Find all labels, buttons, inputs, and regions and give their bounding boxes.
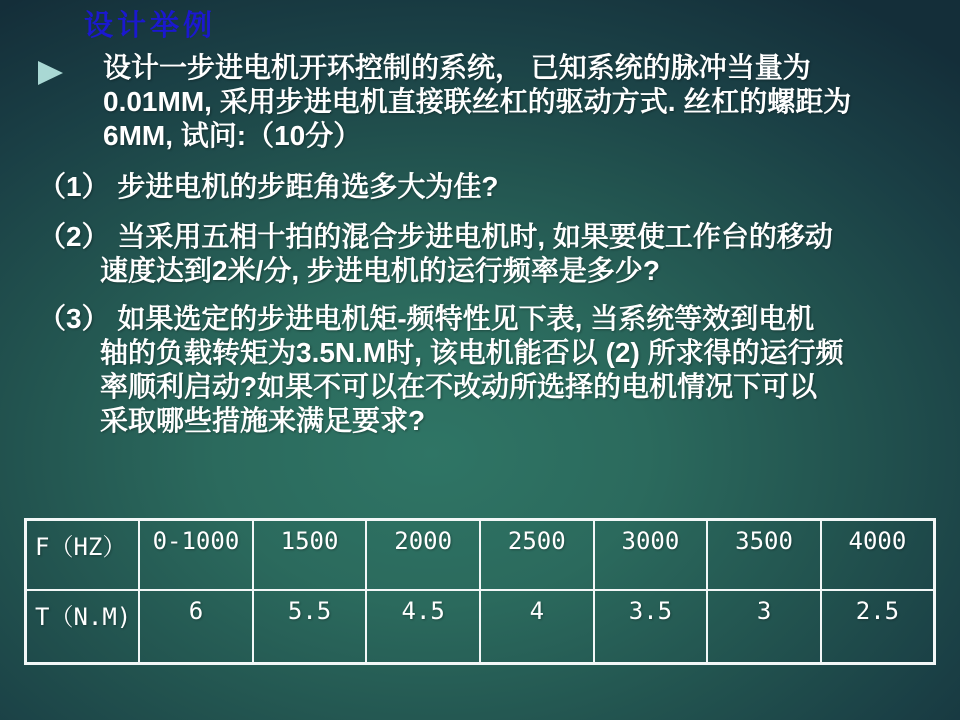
table-cell: 3.5: [594, 590, 708, 664]
table-cell: 1500: [253, 520, 367, 591]
question-2-line-1: （2） 当采用五相十拍的混合步进电机时, 如果要使工作台的移动: [38, 221, 833, 252]
table-cell-torque-label: T（N.M): [26, 590, 140, 664]
question-3-line-4: 采取哪些措施来满足要求?: [100, 405, 426, 436]
question-3: [38, 302, 844, 438]
table-cell-frequency-label: F（HZ）: [26, 520, 140, 591]
table-cell: 4.5: [366, 590, 480, 664]
question-3-line-1: （3） 如果选定的步进电机矩-频特性见下表, 当系统等效到电机: [38, 303, 815, 334]
table-cell: 3: [707, 590, 821, 664]
table-cell: 4000: [821, 520, 935, 591]
question-3-line-3: 率顺利启动?如果不可以在不改动所选择的电机情况下可以: [100, 371, 818, 402]
question-1-line-1: （1） 步进电机的步距角选多大为佳?: [38, 171, 499, 202]
intro-line-2: 0.01MM, 采用步进电机直接联丝杠的驱动方式. 丝杠的螺距为: [103, 86, 852, 117]
table-cell: 4: [480, 590, 594, 664]
table-cell: 3500: [707, 520, 821, 591]
table-cell: 0-1000: [139, 520, 253, 591]
table-cell: 3000: [594, 520, 708, 591]
table-row-torque: [26, 590, 935, 664]
table-cell: 2000: [366, 520, 480, 591]
table-cell: 6: [139, 590, 253, 664]
table-cell: 2.5: [821, 590, 935, 664]
question-2-line-2: 速度达到2米/分, 步进电机的运行频率是多少?: [100, 255, 661, 286]
question-3-line-2: 轴的负载转矩为3.5N.M时, 该电机能否以 (2) 所求得的运行频: [100, 337, 844, 368]
intro-paragraph: [103, 51, 851, 153]
question-2: [38, 220, 833, 288]
slide-title: 设计举例: [84, 10, 217, 42]
table-row-frequency: [26, 520, 935, 591]
table-cell: 2500: [480, 520, 594, 591]
intro-line-1: 设计一步进电机开环控制的系统， 已知系统的脉冲当量为: [103, 52, 811, 83]
table-cell: 5.5: [253, 590, 367, 664]
right-pointing-triangle-bullet-icon: [38, 61, 63, 85]
intro-line-3: 6MM, 试问:（10分）: [103, 120, 362, 151]
question-1: [38, 170, 499, 204]
torque-frequency-table: [24, 518, 936, 665]
